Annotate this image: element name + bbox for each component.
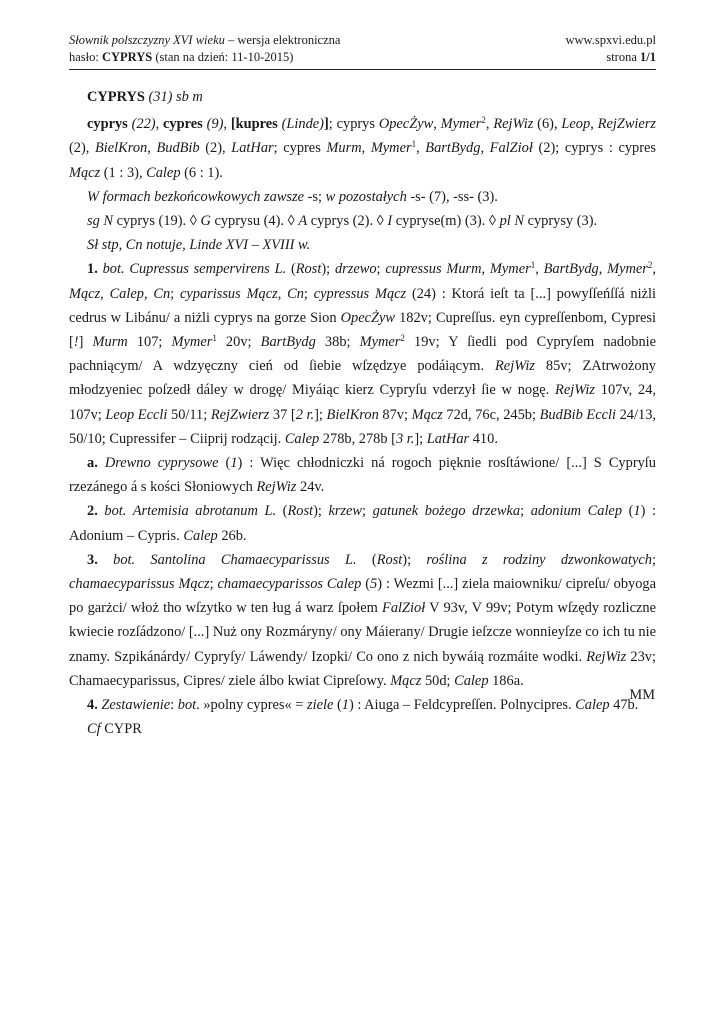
dictionary-title: Słownik polszczyzny XVI wieku – wersja elektroniczna — [69, 33, 341, 47]
sense-3: 3. bot. Santolina Chamaecyparissus L. (Rost); roślina z rodziny dzwonkowatych; chamaecyparissus Mącz; chamaecyparissos Calep (5) : Wezmi [...] ziela maiowniku/ cipreſu/ obyoga po garżci/ włoż tho wſzytko w ten ług á warz ſpołem FalZioł V 93v, V 99v; Potym wſzędy rozliczne kwiecie rozſádzono/ [...] Nuż ony Rozmáryny/ ony Máierany/ Drugie ieſzcze wonnieyſze co ich tu nie znamy. Szpikánárdy/ Cypryſy/ Láwendy/ Izopki/ Co ono z nich bywáią rozmáite wodki. RejWiz 23v; Chamaecyparissus, Cipres/ ziele álbo kwiat Cipreſowy. Mącz 50d; Calep 186a. — [69, 551, 657, 689]
author-initials: MM — [629, 687, 655, 703]
header-divider — [69, 69, 656, 70]
sense-1a: a. Drewno cyprysowe (1) : Więc chłodniczki ná rogoch pięknie rosſtáwione/ [...] S Cypryſu rzezánego á s kości Słoniowych RejWiz 24v. — [69, 455, 656, 496]
page-header — [69, 32, 656, 66]
sense-4: 4. Zestawienie: bot. »polny cypres« = ziele (1) : Aiuga – Feldcypreſſen. Polnycipres. Calep 47b. — [87, 697, 639, 714]
entry-body — [69, 85, 656, 741]
site-url: www.spxvi.edu.pl — [565, 33, 656, 47]
sense-1: 1. bot. Cupressus sempervirens L. (Rost); drzewo; cupressus Murm, Mymer$^1$, BartBydg, Mymer$^2$, Mącz, Calep, Cn; cyparissus Mącz, Cn; cypressus Mącz (24) : Ktorá ieſt ta [...] powyſſeńſſá niżli cedrus w Libánu/ a niżli cyprys na gorze Sion OpecŻyw 182v; Cupreſſus. eyn cypreſſenbom, Cypresi [!] Murm 107; Mymer$^1$ 20v; BartBydg 38b; Mymer$^2$ 19v; Y ſiedli pod Cypryſem nadobnie pachniącym/ A wdzyęczny cień od ſiebie wſzędzye podáiącym. RejWiz 85v; ZAtrwożony młodzyeniec poſzedł dáley w drogę/ Miyáiąc kierz Cypryſu vderzył ſie w nogę. RejWiz 107v, 24, 107v; Leop Eccli 50/11; RejZwierz 37 [2 r.]; BielKron 87v; Mącz 72d, 76c, 245b; BudBib Eccli 24/13, 50/10; Cupressifer – Ciiprij rodzącij. Calep 278b, 278b [3 r.]; LatHar 410. — [69, 260, 657, 447]
inflection-line: sg N cyprys (19). ◊ G cyprysu (4). ◊ A cyprys (2). ◊ I cypryse(m) (3). ◊ pl N cyprysy (3). — [87, 213, 598, 230]
header-row-1 — [69, 32, 656, 49]
sense-2: 2. bot. Artemisia abrotanum L. (Rost); krzew; gatunek bożego drzewka; adonium Calep (1) : Adonium – Cypris. Calep 26b. — [69, 503, 657, 544]
cross-reference: Cf CYPR — [87, 721, 142, 738]
header-row-2 — [69, 49, 656, 66]
entry-label: hasło: CYPRYS (stan na dzień: 11-10-2015) — [69, 50, 294, 64]
page-number: strona 1/1 — [606, 50, 656, 64]
headword-line: CYPRYS (31) sb m — [87, 89, 203, 105]
forms-paragraph: cyprys (22), cypres (9), [kupres (Linde)]; cyprys OpecŻyw, Mymer$^2$, RejWiz (6), Leop, RejZwierz (2), BielKron, BudBib (2), LatHar; cypres Murm, Mymer$^1$, BartBydg, FalZioł (2); cyprys : cypres Mącz (1 : 3), Calep (6 : 1). — [69, 115, 657, 181]
ending-note: W formach bezkońcowkowych zawsze -s; w pozostałych -s- (7), -ss- (3). — [87, 188, 498, 205]
sources-note: Sł stp, Cn notuje, Linde XVI – XVIII w. — [87, 237, 311, 254]
